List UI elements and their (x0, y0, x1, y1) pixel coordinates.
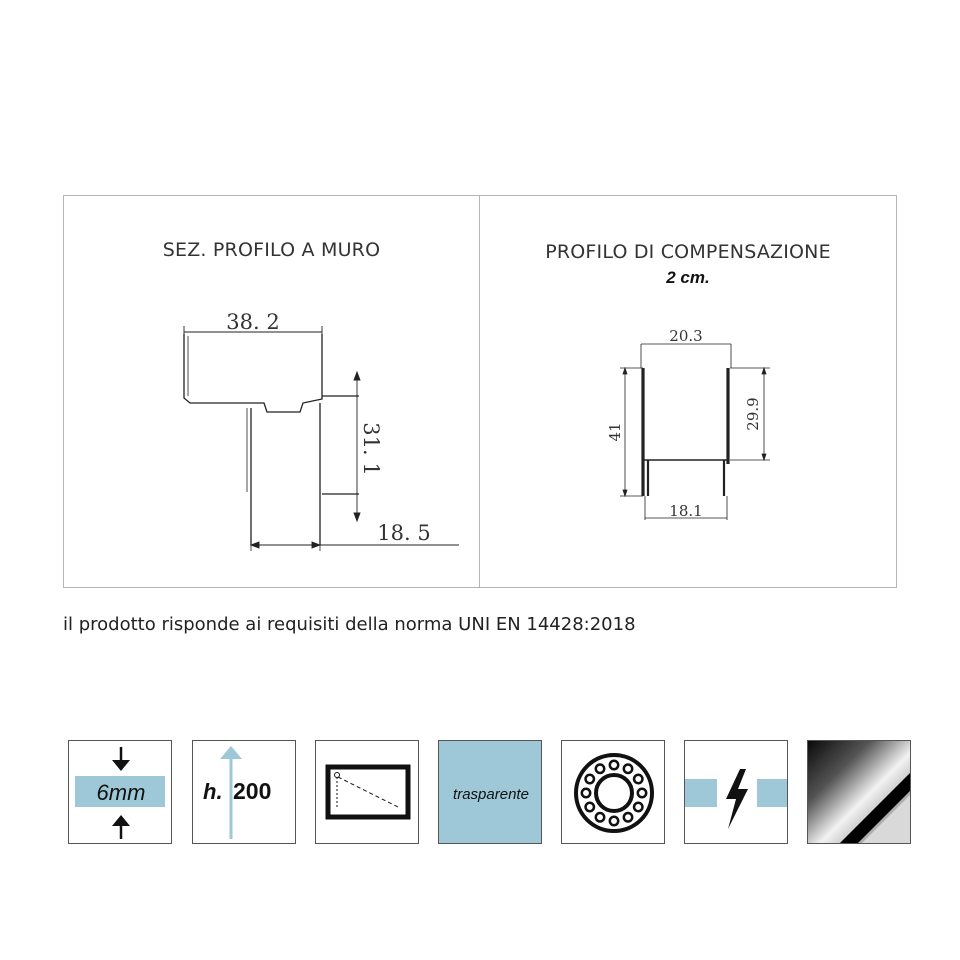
frame-icon (315, 740, 419, 844)
bearing-ball (596, 813, 604, 821)
thickness-icon (68, 740, 172, 844)
thickness-label: 6mm (96, 780, 146, 805)
right-panel-title: PROFILO DI COMPENSAZIONE (545, 241, 831, 263)
dim-top: 20.3 (669, 327, 703, 345)
norma-text: il prodotto risponde ai requisiti della norma UNI EN 14428:2018 (63, 614, 636, 635)
height-prefix: h. (203, 779, 223, 804)
height-icon (192, 740, 296, 844)
bearing-ball (582, 789, 590, 797)
bearing-ball (634, 803, 642, 811)
bearing-ball (610, 761, 618, 769)
right-panel-subtitle: 2 cm. (666, 268, 710, 287)
bearing-ball (596, 765, 604, 773)
dim-bottom: 18.1 (669, 502, 703, 520)
bearing-ball (586, 803, 594, 811)
left-panel-title: SEZ. PROFILO A MURO (162, 239, 381, 261)
compensation-profile-drawing (480, 196, 898, 589)
bearing-ball (634, 775, 642, 783)
height-value: 200 (233, 778, 272, 804)
dim-width-top: 38. 2 (226, 310, 280, 334)
wall-profile-section-drawing (64, 196, 481, 589)
bearing-ball (624, 765, 632, 773)
lightning-icon (684, 740, 788, 844)
bearing-ball (610, 817, 618, 825)
right-panel (479, 195, 897, 588)
bearing-ball (624, 813, 632, 821)
left-panel (63, 195, 480, 588)
dim-height: 31. 1 (359, 422, 383, 476)
bearing-icon (561, 740, 665, 844)
dim-left: 41 (606, 422, 624, 442)
glass-type-icon (438, 740, 542, 844)
chrome-finish-icon (807, 740, 911, 844)
glass-type-label: trasparente (453, 786, 529, 803)
bearing-ball (638, 789, 646, 797)
dim-width-bottom: 18. 5 (377, 521, 431, 545)
dim-right: 29.9 (744, 397, 762, 431)
bearing-ball (586, 775, 594, 783)
